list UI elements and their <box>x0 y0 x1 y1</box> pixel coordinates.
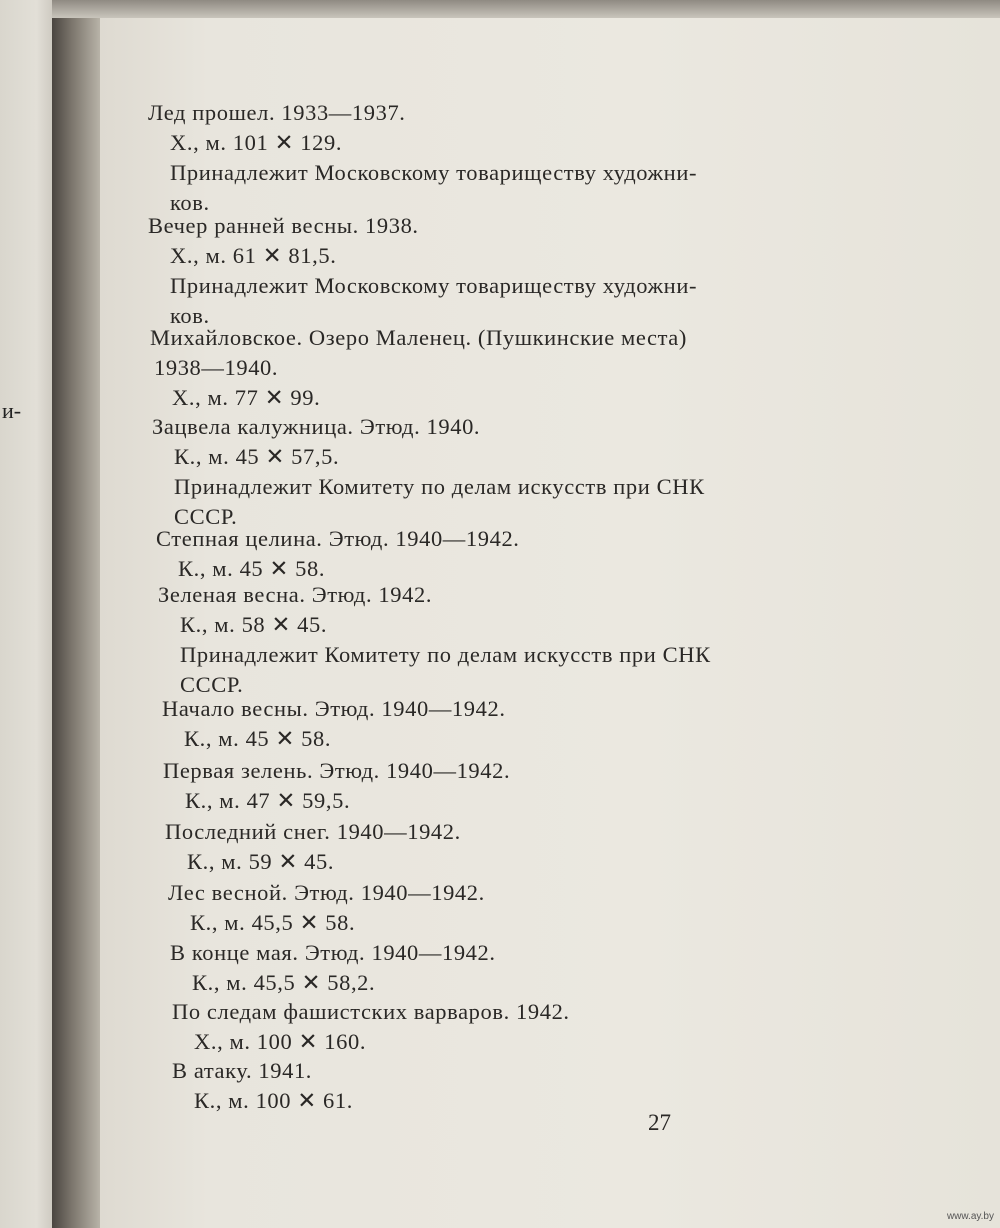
entry-title: Первая зелень. Этюд. 1940—1942. <box>163 758 511 783</box>
catalog-entry <box>148 211 697 331</box>
entry-dimensions: К., м. 47 ✕ 59,5. <box>185 788 351 813</box>
entry-title: Последний снег. 1940—1942. <box>165 819 461 844</box>
entry-dimensions: К., м. 45,5 ✕ 58. <box>190 910 356 935</box>
entry-dimensions: Х., м. 100 ✕ 160. <box>194 1029 367 1054</box>
entry-title: Начало весны. Этюд. 1940—1942. <box>162 696 506 721</box>
catalog-entry <box>163 756 510 816</box>
entry-title: Лед прошел. 1933—1937. <box>148 100 406 125</box>
entry-owner: Принадлежит Московскому товариществу художни- <box>170 273 698 298</box>
entry-dimensions: К., м. 45 ✕ 57,5. <box>174 444 340 469</box>
book-gutter <box>52 0 100 1228</box>
entry-title: Вечер ранней весны. 1938. <box>148 213 419 238</box>
catalog-entry <box>165 817 461 877</box>
right-page <box>100 14 1000 1228</box>
entry-dimensions: Х., м. 101 ✕ 129. <box>170 130 343 155</box>
entry-owner: Принадлежит Комитету по делам искусств при СНК <box>174 474 705 499</box>
entry-dimensions: К., м. 100 ✕ 61. <box>194 1088 353 1113</box>
entry-title: Степная целина. Этюд. 1940—1942. <box>156 526 520 551</box>
entry-title-cont: 1938—1940. <box>154 355 279 380</box>
entry-title: В атаку. 1941. <box>172 1058 313 1083</box>
entry-owner-cont: СССР. <box>180 672 244 697</box>
entry-dimensions: К., м. 58 ✕ 45. <box>180 612 328 637</box>
entry-title: Михайловское. Озеро Маленец. (Пушкинские места) <box>150 325 687 350</box>
catalog-entry <box>152 412 705 532</box>
catalog-entry <box>172 997 570 1057</box>
entry-dimensions: К., м. 45 ✕ 58. <box>184 726 332 751</box>
entry-title: Зацвела калужница. Этюд. 1940. <box>152 414 481 439</box>
page-top-edge <box>52 0 1000 18</box>
entry-dimensions: К., м. 45 ✕ 58. <box>178 556 326 581</box>
entry-dimensions: Х., м. 61 ✕ 81,5. <box>170 243 337 268</box>
left-page-fragment: и- <box>2 398 22 423</box>
page-number: 27 <box>648 1110 671 1135</box>
entry-owner: Принадлежит Московскому товариществу художни- <box>170 160 698 185</box>
entry-title: В конце мая. Этюд. 1940—1942. <box>170 940 496 965</box>
catalog-entry <box>170 938 496 998</box>
catalog-entry <box>150 323 687 413</box>
entry-title: Лес весной. Этюд. 1940—1942. <box>168 880 485 905</box>
catalog-entry <box>168 878 485 938</box>
entry-owner-cont: ков. <box>170 190 210 215</box>
catalog-entry <box>158 580 711 700</box>
entry-dimensions: К., м. 59 ✕ 45. <box>187 849 335 874</box>
entry-owner: Принадлежит Комитету по делам искусств при СНК <box>180 642 711 667</box>
entry-owner-cont: СССР. <box>174 504 238 529</box>
entry-dimensions: Х., м. 77 ✕ 99. <box>172 385 321 410</box>
catalog-entry <box>148 98 697 218</box>
catalog-entry <box>162 694 506 754</box>
entry-owner-cont: ков. <box>170 303 210 328</box>
left-page <box>0 0 52 1228</box>
catalog-entry <box>156 524 520 584</box>
entry-dimensions: К., м. 45,5 ✕ 58,2. <box>192 970 376 995</box>
watermark: www.ay.by <box>946 1211 994 1222</box>
entry-title: По следам фашистских варваров. 1942. <box>172 999 570 1024</box>
entry-title: Зеленая весна. Этюд. 1942. <box>158 582 433 607</box>
catalog-entry <box>172 1056 353 1116</box>
